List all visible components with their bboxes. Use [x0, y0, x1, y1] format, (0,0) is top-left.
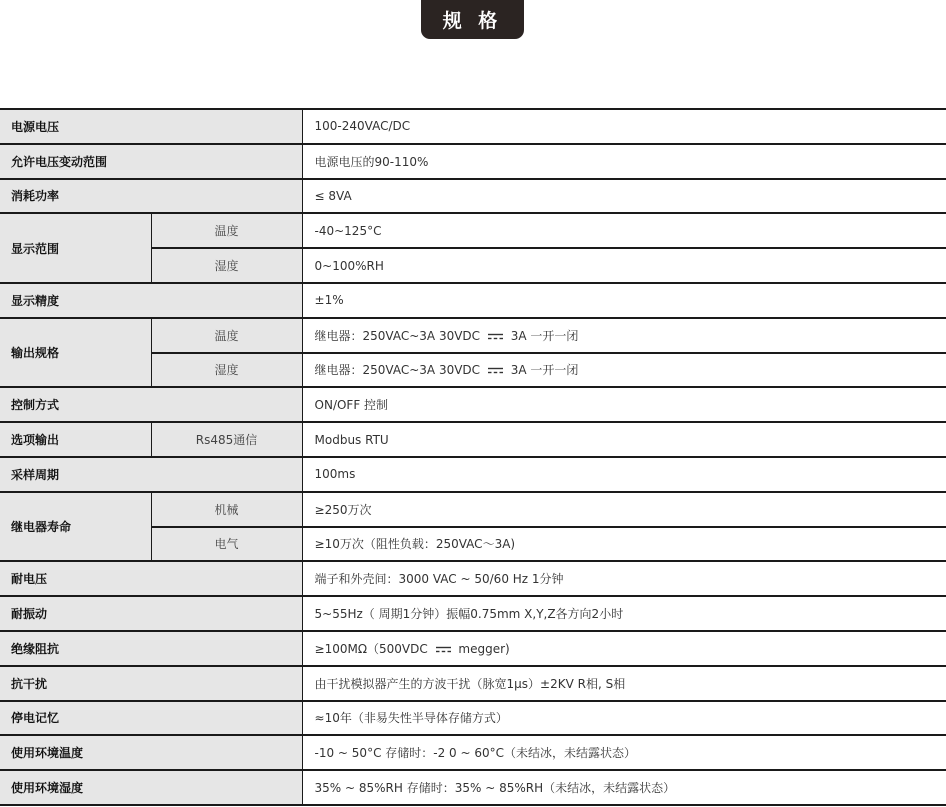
row-value: ±1%	[302, 283, 946, 318]
table-row	[0, 318, 946, 353]
sub-label: 湿度	[151, 248, 302, 283]
row-label: 采样周期	[0, 457, 302, 492]
value-part: 3A 一开一闭	[510, 328, 579, 343]
table-row	[0, 770, 946, 805]
row-label: 抗干扰	[0, 666, 302, 701]
spec-table	[0, 108, 946, 806]
row-label: 控制方式	[0, 387, 302, 422]
section-title: 规 格	[442, 10, 503, 32]
sub-label: 机械	[151, 492, 302, 527]
table-row	[0, 701, 946, 736]
row-label: 使用环境温度	[0, 735, 302, 770]
row-value: 电源电压的90-110%	[302, 144, 946, 179]
row-label: 显示精度	[0, 283, 302, 318]
value-part: ≥100MΩ（500VDC	[314, 641, 428, 656]
row-value: 5~55Hz（ 周期1分钟）振幅0.75mm X,Y,Z各方向2小时	[302, 596, 946, 631]
row-value: 端子和外壳间：3000 VAC ~ 50/60 Hz 1分钟	[302, 561, 946, 596]
table-row	[0, 492, 946, 527]
row-label: 消耗功率	[0, 179, 302, 214]
table-row	[0, 387, 946, 422]
row-label: 显示范围	[0, 213, 151, 283]
row-value: 100-240VAC/DC	[302, 109, 946, 144]
row-value: 35% ~ 85%RH 存储时：35% ~ 85%RH（未结冰，未结露状态）	[302, 770, 946, 805]
dc-symbol-icon	[488, 367, 503, 374]
row-value: ≥250万次	[302, 492, 946, 527]
row-value: -40~125°C	[302, 213, 946, 248]
sub-label: Rs485通信	[151, 422, 302, 457]
value-part: 3A 一开一闭	[510, 363, 579, 378]
table-row	[0, 457, 946, 492]
table-row	[0, 422, 946, 457]
value-part: 继电器：250VAC~3A 30VDC	[314, 363, 481, 378]
table-row	[0, 666, 946, 701]
table-row	[0, 179, 946, 214]
dc-symbol-icon	[436, 646, 451, 653]
value-part: megger)	[458, 641, 510, 656]
table-row	[0, 144, 946, 179]
table-row	[0, 596, 946, 631]
row-value	[302, 353, 946, 388]
row-value: -10 ~ 50°C 存储时：-2 0 ~ 60°C（未结冰，未结露状态）	[302, 735, 946, 770]
table-row	[0, 213, 946, 248]
table-row	[0, 109, 946, 144]
dc-symbol-icon	[488, 333, 503, 340]
row-value: ≤ 8VA	[302, 179, 946, 214]
row-value: Modbus RTU	[302, 422, 946, 457]
row-label: 电源电压	[0, 109, 302, 144]
sub-label: 湿度	[151, 353, 302, 388]
value-part: 继电器：250VAC~3A 30VDC	[314, 328, 481, 343]
row-value: 由干扰模拟器产生的方波干扰（脉宽1μs）±2KV R相, S相	[302, 666, 946, 701]
row-value: ON/OFF 控制	[302, 387, 946, 422]
section-title-badge	[421, 0, 524, 39]
table-row	[0, 561, 946, 596]
row-label: 停电记忆	[0, 701, 302, 736]
row-label: 耐电压	[0, 561, 302, 596]
row-value	[302, 631, 946, 666]
row-label: 绝缘阻抗	[0, 631, 302, 666]
table-row	[0, 631, 946, 666]
row-value: 0~100%RH	[302, 248, 946, 283]
row-label: 输出规格	[0, 318, 151, 388]
row-value: 100ms	[302, 457, 946, 492]
row-label: 继电器寿命	[0, 492, 151, 562]
sub-label: 温度	[151, 213, 302, 248]
row-label: 耐振动	[0, 596, 302, 631]
table-row	[0, 735, 946, 770]
row-value	[302, 318, 946, 353]
row-label: 允许电压变动范围	[0, 144, 302, 179]
sub-label: 温度	[151, 318, 302, 353]
row-label: 使用环境湿度	[0, 770, 302, 805]
table-row	[0, 283, 946, 318]
row-value: ≥10万次（阻性负载：250VAC～3A)	[302, 527, 946, 562]
row-value: ≈10年（非易失性半导体存储方式）	[302, 701, 946, 736]
row-label: 选项输出	[0, 422, 151, 457]
sub-label: 电气	[151, 527, 302, 562]
